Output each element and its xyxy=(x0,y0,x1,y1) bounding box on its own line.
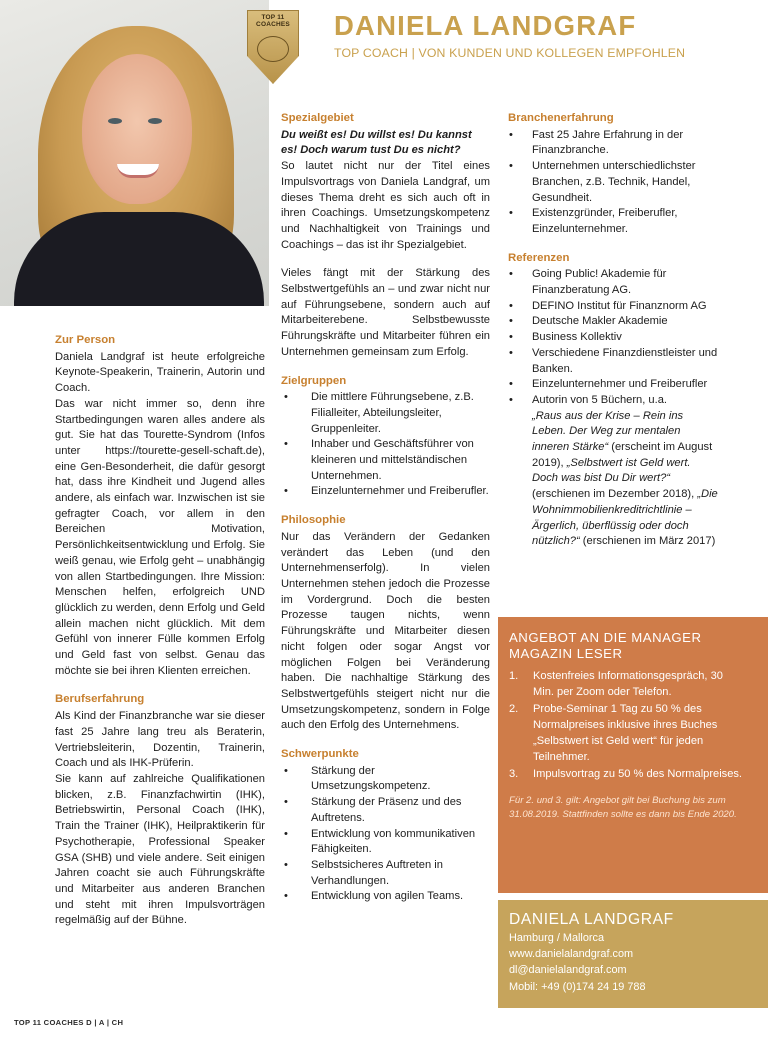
person-paragraph-1: Daniela Landgraf ist heute erfolgreiche Keynote-Speakerin, Trainerin, Autorin und Coach. xyxy=(55,350,265,395)
portrait-eye-left xyxy=(108,118,122,124)
person-heading: Zur Person xyxy=(55,334,116,346)
list-item: • Going Public! Akademie für Finanzberatung AG. xyxy=(508,267,719,298)
specialty-paragraph-2: Vieles fängt mit der Stärkung des Selbstwertgefühls an – und zwar nicht nur auf Führungsebene, sondern auch auf Mitarbeiterebene. Selbstbewusste Führungskräfte und Mitarbeiter führen ein Unternehmen gemeinsam zum Erfolg. xyxy=(281,267,490,358)
page-title: DANIELA LANDGRAF xyxy=(334,10,637,41)
list-item-books xyxy=(508,393,719,550)
list-item: • Stärkung der Präsenz und des Auftretens. xyxy=(281,795,490,826)
focus-list xyxy=(281,764,490,905)
contact-name: DANIELA LANDGRAF xyxy=(509,911,674,928)
references-heading: Referenzen xyxy=(508,251,570,264)
top11-coaches-badge xyxy=(247,10,299,84)
badge-text: TOP 11 COACHES xyxy=(256,14,290,28)
book-title-2: „Selbstwert ist Geld wert. Doch was bist Du Dir wert?“ xyxy=(532,456,691,485)
page-footer: TOP 11 COACHES D | A | CH xyxy=(14,1018,124,1027)
portrait-photo xyxy=(0,0,269,306)
contact-email-link[interactable]: dl@danielalandgraf.com xyxy=(509,964,627,977)
contact-box xyxy=(498,900,768,1008)
industry-heading: Branchenerfahrung xyxy=(508,112,614,124)
list-item: • Business Kollektiv xyxy=(508,330,719,346)
list-item: • Unternehmen unterschiedlichster Branchen, z.B. Technik, Handel, Gesundheit. xyxy=(508,159,719,206)
philosophy-heading: Philosophie xyxy=(281,514,346,527)
page-subtitle: TOP COACH | VON KUNDEN UND KOLLEGEN EMPFOHLEN xyxy=(334,46,686,60)
contact-mobile: Mobil: +49 (0)174 24 19 788 xyxy=(509,980,646,993)
book-note-3: (erschienen im März 2017) xyxy=(579,535,716,548)
list-item: • DEFINO Institut für Finanznorm AG xyxy=(508,299,719,315)
contact-location: Hamburg / Mallorca xyxy=(509,932,605,944)
list-item: • Einzelunternehmer und Freiberufler. xyxy=(281,484,490,500)
book-title-3: „Die Wohnimmobilienkreditrichtlinie – Ärgerlich, überflüssig oder doch nützlich?“ xyxy=(532,488,718,548)
list-item xyxy=(509,766,756,782)
badge-monogram-icon xyxy=(257,36,289,62)
offer-item-text: Impulsvortrag zu 50 % des Normalpreises. xyxy=(533,767,743,780)
offer-title: ANGEBOT AN DIE MANAGER MAGAZIN LESER xyxy=(509,630,702,661)
focus-heading: Schwerpunkte xyxy=(281,748,359,761)
book-title-1: „Raus aus der Krise – Rein ins Leben. Der Weg zur mentalen inneren Stärke“ xyxy=(532,409,684,454)
career-paragraph-2: Sie kann auf zahlreiche Qualifikationen blicken, z.B. Finanzfachwirtin (IHK), Betriebswirtin, Personal Coach (IHK), Train the Trainer (IHK), Heilpraktikerin für Psychotherapie, Professional Speaker GSA (SHB) und viele andere. Seit einigen Jahren coacht sie auch Führungskräfte und Mitarbeiter aus anderen Branchen und steht mit ihren Impulsvorträgen regelmäßig auf der Bühne. xyxy=(55,772,265,927)
career-paragraph-1: Als Kind der Finanzbranche war sie dieser fast 25 Jahre lang treu als Beraterin, Vertriebsleiterin, Dozentin, Trainerin, Coach und als IHK-Prüferin. xyxy=(55,710,265,770)
list-item: • Einzelunternehmer und Freiberufler xyxy=(508,377,719,393)
references-list xyxy=(508,267,719,550)
list-item xyxy=(509,668,756,701)
offer-box xyxy=(498,617,768,893)
career-heading: Berufserfahrung xyxy=(55,693,145,706)
list-item: • Stärkung der Umsetzungskompetenz. xyxy=(281,764,490,795)
offer-item-number: 3. xyxy=(509,767,519,780)
specialty-paragraph-1: So lautet nicht nur der Titel eines Impulsvortrags von Daniela Landgraf, um dieses Thema dreht es sich auch oft in ihren Coachings. Umsetzungskompetenz und Nachhaltigkeit von Trainings und Coachings – das ist ihr Spezialgebiet. xyxy=(281,160,490,251)
targets-list xyxy=(281,390,490,500)
list-item: • Entwicklung von kommunikativen Fähigkeiten. xyxy=(281,827,490,858)
list-item: • Entwicklung von agilen Teams. xyxy=(281,889,490,905)
column-middle xyxy=(281,111,490,905)
offer-note: Für 2. und 3. gilt: Angebot gilt bei Buchung bis zum 31.08.2019. Stattfinden sollte es dann bis Ende 2020. xyxy=(509,795,737,821)
person-paragraph-2: Das war nicht immer so, denn ihre Startbedingungen waren alles andere als gut. Sie hat das Tourette-Syndrom (Infos unter https://tourette-gesell-schaft.de), eine Gen-Besonderheit, die dafür gesorgt hat, dass ihre Kindheit und Jugend alles andere, als einfach war. Inzwischen ist sie gefragter Coach, vor allem in den Bereichen Motivation, Persönlichkeitsentwicklung und Erfolg. Sie weiß genau, wie Erfolg geht – unabhängig von allen Startbedingungen. Ihre Mission: Menschen helfen, erfolgreich UND glücklich zu werden, denn Erfolg und Geld allein machen nicht glücklich. Mit dem Gefühl von innerer Fülle kommen Erfolg und Geld fast von selbst. Genau das möchte sie bei ihren Klienten erreichen. xyxy=(55,397,265,677)
list-item: • Inhaber und Geschäftsführer von kleineren und mittelständischen Unternehmen. xyxy=(281,437,490,484)
list-item: • Existenzgründer, Freiberufler, Einzelunternehmer. xyxy=(508,206,719,237)
column-right xyxy=(508,111,719,550)
portrait-face xyxy=(82,54,192,204)
list-item: • Fast 25 Jahre Erfahrung in der Finanzbranche. xyxy=(508,128,719,159)
offer-list xyxy=(509,668,756,782)
industry-list xyxy=(508,128,719,238)
list-item: • Deutsche Makler Akademie xyxy=(508,314,719,330)
offer-item-number: 2. xyxy=(509,702,519,715)
book-note-2: (erschienen im Dezember 2018), xyxy=(532,488,698,501)
list-item: • Die mittlere Führungsebene, z.B. Filialleiter, Abteilungsleiter, Gruppenleiter. xyxy=(281,390,490,437)
specialty-heading: Spezialgebiet xyxy=(281,112,354,124)
offer-item-text: Probe-Seminar 1 Tag zu 50 % des Normalpreises inklusive ihres Buches „Selbstwert ist Geld wert“ für jeden Teilnehmer. xyxy=(533,702,718,764)
column-left xyxy=(55,333,265,929)
targets-heading: Zielgruppen xyxy=(281,374,347,387)
list-item: • Selbstsicheres Auftreten in Verhandlungen. xyxy=(281,858,490,889)
specialty-tagline: Du weißt es! Du willst es! Du kannst es! Doch warum tust Du es nicht? xyxy=(281,128,472,157)
list-item: • Verschiedene Finanzdienstleister und Banken. xyxy=(508,346,719,377)
book-note-1: (erscheint im August 2019), xyxy=(532,441,713,469)
philosophy-paragraph: Nur das Verändern der Gedanken verändert das Leben (und den Unternehmenserfolg). In vielen Unternehmen stehen jedoch die Prozesse im Vordergrund. Doch die besten Prozesse taugen nichts, wenn Führungskräfte und Mitarbeiter diesen nicht folgen oder sogar Angst vor möglichen Folgen bei Veränderung haben. Die nachhaltige Stärkung des Selbstwertgefühls steigert nicht nur die Umsetzungskompetenz, sondern in Folge auch den Erfolg des Unternehmens. xyxy=(281,530,490,732)
portrait-eye-right xyxy=(148,118,162,124)
offer-item-text: Kostenfreies Informationsgespräch, 30 Min. per Zoom oder Telefon. xyxy=(533,670,723,699)
contact-website-link[interactable]: www.danielalandgraf.com xyxy=(509,948,634,961)
list-item xyxy=(509,701,756,766)
books-label: Autorin von 5 Büchern, u.a. xyxy=(532,393,668,406)
offer-item-number: 1. xyxy=(509,670,519,682)
